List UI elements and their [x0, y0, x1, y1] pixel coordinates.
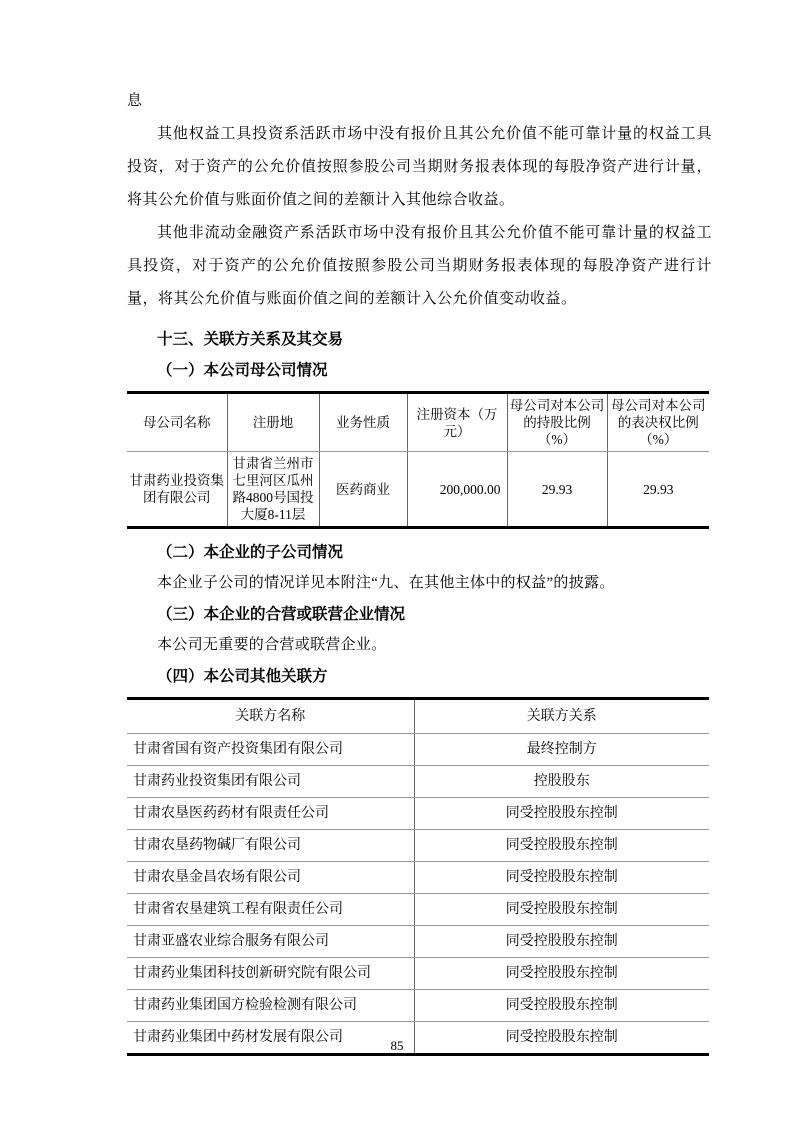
- table-row: [127, 734, 709, 766]
- subsection-2-heading: （二）本企业的子公司情况: [157, 544, 344, 561]
- related-party-name: 甘肃药业投资集团有限公司: [127, 766, 414, 798]
- header-holding-ratio: 母公司对本公司的持股比例（%）: [507, 393, 607, 452]
- page-number: 85: [390, 1038, 404, 1053]
- related-party-relation: 同受控股股东控制: [505, 1030, 618, 1045]
- page-content: [127, 0, 712, 1056]
- related-party-relation: 同受控股股东控制: [414, 894, 709, 926]
- table-row: [127, 766, 709, 798]
- table-row: [127, 958, 709, 990]
- table-row: [127, 926, 709, 958]
- related-party-relation: 同受控股股东控制: [414, 958, 709, 990]
- parent-table-header-row: [127, 393, 709, 452]
- table-row: [127, 862, 709, 894]
- paragraph-other-equity-instruments: 其他权益工具投资系活跃市场中没有报价且其公允价值不能可靠计量的权益工具投资，对于资产的公允价值按照参股公司当期财务报表体现的每股净资产进行计量，将其公允价值与账面价值之间的差额计入其他综合收益。: [127, 126, 712, 208]
- header-parent-name: 母公司名称: [127, 393, 227, 452]
- header-registered-place: 注册地: [227, 393, 319, 452]
- header-related-party-relation: 关联方关系: [414, 699, 709, 734]
- related-party-name: 甘肃农垦药物碱厂有限公司: [127, 830, 414, 862]
- cell-business-nature: 医药商业: [319, 452, 407, 528]
- related-party-relation: 同受控股股东控制: [414, 926, 709, 958]
- paragraph-other-noncurrent-assets: 其他非流动金融资产系活跃市场中没有报价且其公允价值不能可靠计量的权益工具投资，对于资产的公允价值按照参股公司当期财务报表体现的每股净资产进行计量，将其公允价值与账面价值之间的差额计入公允价值变动收益。: [127, 225, 712, 307]
- related-party-name: 甘肃省国有资产投资集团有限公司: [127, 734, 414, 766]
- related-parties-table: [127, 697, 709, 1056]
- header-business-nature: 业务性质: [319, 393, 407, 452]
- cell-registered-place: 甘肃省兰州市七里河区瓜州路4800号国投大厦8-11层: [227, 452, 319, 528]
- parent-company-table: [127, 391, 709, 529]
- related-party-relation: 同受控股股东控制: [414, 798, 709, 830]
- related-party-name: 甘肃药业集团中药材发展有限公司: [127, 1022, 414, 1055]
- cell-holding-ratio: 29.93: [507, 452, 607, 528]
- subsection-3-heading: （三）本企业的合营或联营企业情况: [157, 606, 406, 623]
- header-registered-capital: 注册资本（万元）: [407, 393, 507, 452]
- related-party-relation: 同受控股股东控制: [414, 862, 709, 894]
- subsection-4-heading: （四）本公司其他关联方: [157, 668, 328, 685]
- related-party-name: 甘肃省农垦建筑工程有限责任公司: [127, 894, 414, 926]
- related-party-relation: 控股股东: [414, 766, 709, 798]
- related-party-name: 甘肃亚盛农业综合服务有限公司: [127, 926, 414, 958]
- subsection-3-body: 本公司无重要的合营或联营企业。: [157, 637, 387, 653]
- related-party-name: 甘肃药业集团国方检验检测有限公司: [127, 990, 414, 1022]
- table-row: [127, 894, 709, 926]
- subsection-1-heading: （一）本公司母公司情况: [157, 362, 328, 379]
- header-related-party-name: 关联方名称: [127, 699, 414, 734]
- related-party-relation: 最终控制方: [414, 734, 709, 766]
- related-table-header-row: [127, 699, 709, 734]
- section-13-heading: 十三、关联方关系及其交易: [157, 331, 344, 348]
- subsection-2-body: 本企业子公司的情况详见本附注“九、在其他主体中的权益”的披露。: [157, 575, 615, 591]
- cell-voting-ratio: 29.93: [607, 452, 709, 528]
- related-party-name: 甘肃药业集团科技创新研究院有限公司: [127, 958, 414, 990]
- related-party-relation: 同受控股股东控制: [414, 990, 709, 1022]
- related-party-name: 甘肃农垦金昌农场有限公司: [127, 862, 414, 894]
- table-row: [127, 798, 709, 830]
- table-row: [127, 830, 709, 862]
- leftover-text: 息: [127, 93, 143, 109]
- table-row: [127, 990, 709, 1022]
- cell-registered-capital: 200,000.00: [407, 452, 507, 528]
- related-party-name: 甘肃农垦医药药材有限责任公司: [127, 798, 414, 830]
- cell-parent-name: 甘肃药业投资集团有限公司: [129, 473, 224, 505]
- header-voting-ratio: 母公司对本公司的表决权比例（%）: [607, 393, 709, 452]
- parent-table-data-row: [127, 452, 709, 528]
- related-party-relation: 同受控股股东控制: [414, 830, 709, 862]
